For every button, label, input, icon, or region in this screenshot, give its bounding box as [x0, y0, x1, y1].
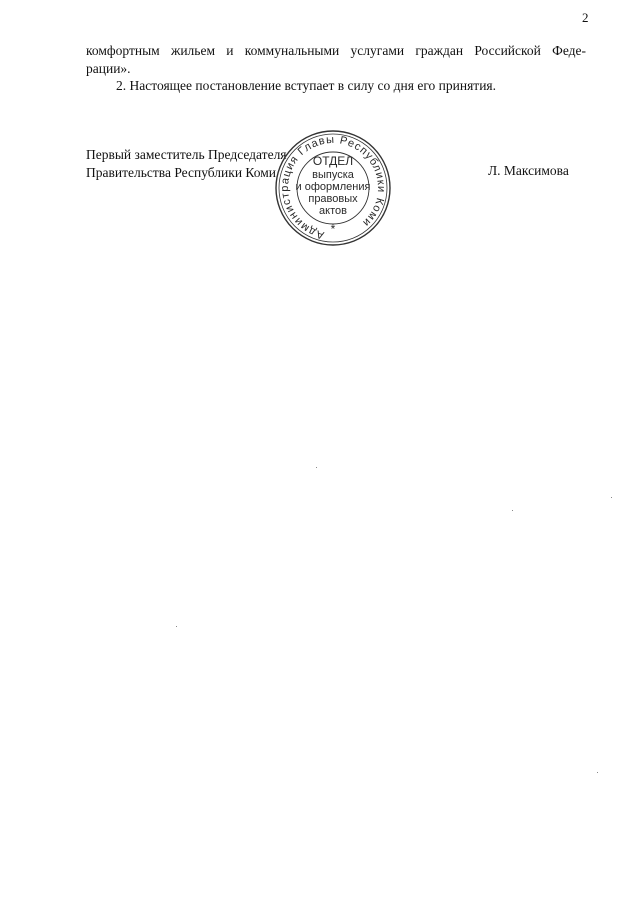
scan-speck: [176, 626, 177, 627]
paragraph-1-line-2: рации».: [86, 60, 131, 76]
stamp-center-line-2: выпуска: [312, 169, 354, 181]
page-number: 2: [582, 10, 589, 25]
stamp-ring-text: Администрация Главы Республики Коми: [278, 133, 388, 242]
document-body: [86, 42, 586, 95]
stamp-center-line-1: ОТДЕЛ: [312, 154, 354, 168]
stamp-star-icon: *: [330, 222, 336, 236]
scan-speck: [611, 497, 612, 498]
paragraph-1-line-1: комфортным жильем и коммунальными услугами граждан Российской Феде-: [86, 43, 586, 58]
signatory-position-line-2: Правительства Республики Коми: [86, 164, 277, 180]
stamp-center-line-3: и оформления: [295, 181, 371, 193]
official-stamp: [273, 129, 393, 246]
stamp-center-line-5: актов: [319, 205, 347, 217]
paragraph-2: 2. Настоящее постановление вступает в силу со дня его принятия.: [116, 78, 497, 93]
paragraph-1: [86, 42, 586, 77]
stamp-center-line-4: правовых: [308, 193, 358, 205]
scan-speck: [512, 510, 513, 511]
signatory-position-line-1: Первый заместитель Председателя: [86, 147, 287, 162]
signatory-position: [86, 146, 287, 181]
scan-speck: [316, 467, 317, 468]
scan-speck: [597, 772, 598, 773]
signatory-name: Л. Максимова: [488, 163, 569, 178]
